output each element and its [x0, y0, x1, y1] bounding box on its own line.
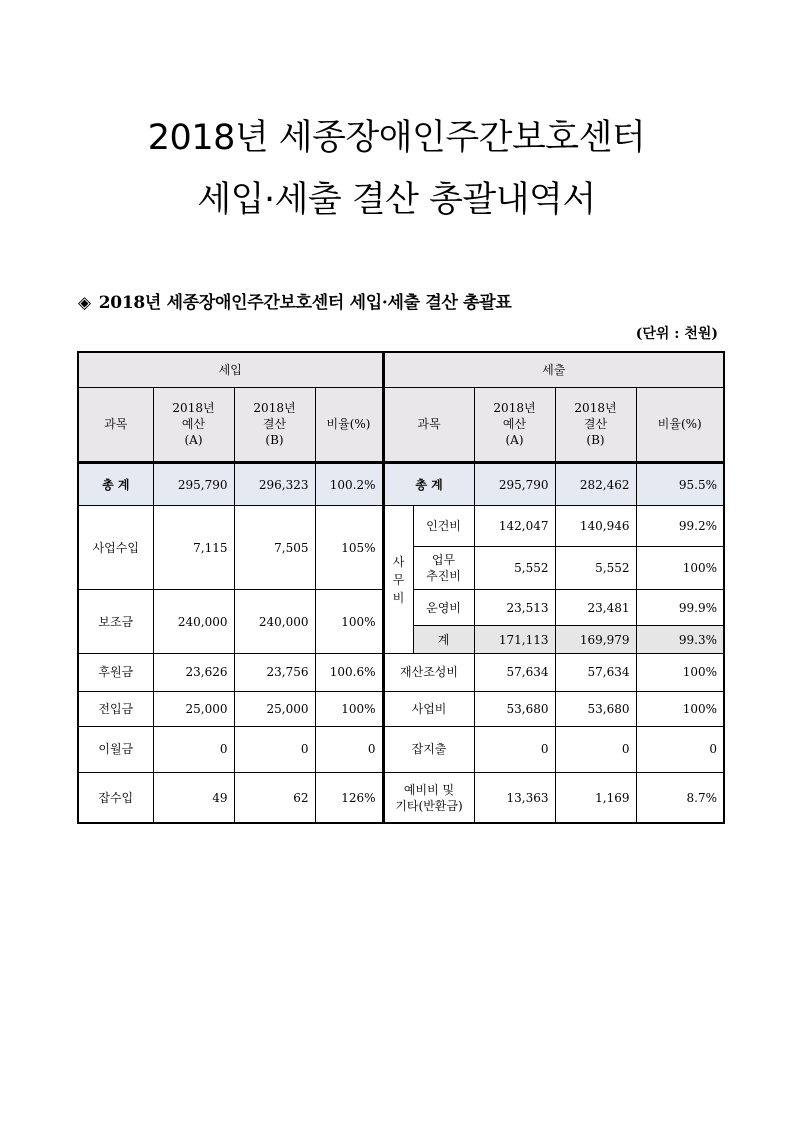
diamond-bullet-icon: ◈ [78, 293, 91, 313]
income-label: 보조금 [78, 589, 153, 653]
expense-label: 인건비 [413, 506, 474, 546]
expense-ratio: 100% [636, 654, 724, 691]
income-header: 세입 [78, 352, 383, 387]
expense-settlement: 23,481 [555, 589, 636, 625]
expense-budget: 53,680 [474, 691, 555, 726]
income-settlement: 7,505 [234, 506, 315, 590]
expense-label: 운영비 [413, 589, 474, 625]
expense-col-ratio: 비율(%) [636, 387, 724, 462]
expense-label: 잡지출 [383, 726, 474, 772]
income-col-settlement: 2018년 결산 (B) [234, 387, 315, 462]
income-budget: 49 [153, 773, 234, 823]
expense-settlement: 5,552 [555, 546, 636, 589]
income-ratio: 105% [315, 506, 383, 590]
income-settlement: 62 [234, 773, 315, 823]
expense-total-ratio: 95.5% [636, 463, 724, 506]
total-row [78, 463, 724, 506]
expense-total-settlement: 282,462 [555, 463, 636, 506]
section-heading [78, 288, 512, 313]
income-ratio: 126% [315, 773, 383, 823]
income-col-ratio: 비율(%) [315, 387, 383, 462]
income-budget: 240,000 [153, 589, 234, 653]
income-label: 이월금 [78, 726, 153, 772]
document-title-line2: 세입·세출 결산 총괄내역서 [197, 180, 596, 220]
income-settlement: 25,000 [234, 691, 315, 726]
income-col-budget: 2018년 예산 (A) [153, 387, 234, 462]
table-row [78, 726, 724, 772]
expense-col-budget: 2018년 예산 (A) [474, 387, 555, 462]
income-col-subject: 과목 [78, 387, 153, 462]
expense-budget: 23,513 [474, 589, 555, 625]
expense-settlement: 0 [555, 726, 636, 772]
expense-budget: 142,047 [474, 506, 555, 546]
expense-subtotal-settlement: 169,979 [555, 626, 636, 654]
income-budget: 23,626 [153, 654, 234, 691]
expense-budget: 0 [474, 726, 555, 772]
table-row [78, 506, 724, 546]
expense-ratio: 100% [636, 546, 724, 589]
unit-label: (단위 : 천원) [635, 326, 718, 342]
income-settlement: 0 [234, 726, 315, 772]
expense-header: 세출 [383, 352, 724, 387]
expense-col-settlement: 2018년 결산 (B) [555, 387, 636, 462]
expense-total-budget: 295,790 [474, 463, 555, 506]
expense-budget: 57,634 [474, 654, 555, 691]
income-total-label: 총 계 [78, 463, 153, 506]
section-title: 2018년 세종장애인주간보호센터 세입·세출 결산 총괄표 [98, 293, 512, 313]
expense-label: 업무 추진비 [413, 546, 474, 589]
income-settlement: 240,000 [234, 589, 315, 653]
income-label: 전입금 [78, 691, 153, 726]
income-budget: 7,115 [153, 506, 234, 590]
income-settlement: 23,756 [234, 654, 315, 691]
expense-budget: 13,363 [474, 773, 555, 823]
income-total-budget: 295,790 [153, 463, 234, 506]
table-row [78, 654, 724, 690]
expense-settlement: 140,946 [555, 506, 636, 546]
office-expense-group-text: 사 무 비 [392, 554, 405, 605]
income-budget: 25,000 [153, 691, 234, 726]
expense-label: 재산조성비 [383, 654, 474, 691]
income-ratio: 100% [315, 691, 383, 726]
table-row [78, 691, 724, 726]
income-ratio: 100.6% [315, 654, 383, 691]
expense-ratio: 99.2% [636, 506, 724, 546]
expense-settlement: 57,634 [555, 654, 636, 691]
expense-ratio: 100% [636, 691, 724, 726]
income-total-settlement: 296,323 [234, 463, 315, 506]
expense-col-subject: 과목 [383, 387, 474, 462]
income-ratio: 100% [315, 589, 383, 653]
income-budget: 0 [153, 726, 234, 772]
expense-ratio: 0 [636, 726, 724, 772]
table-row [78, 773, 724, 823]
expense-settlement: 1,169 [555, 773, 636, 823]
income-label: 사업수입 [78, 506, 153, 590]
income-ratio: 0 [315, 726, 383, 772]
expense-subtotal-label: 계 [413, 626, 474, 654]
settlement-summary-table [77, 351, 725, 824]
expense-ratio: 99.9% [636, 589, 724, 625]
income-label: 잡수입 [78, 773, 153, 823]
expense-budget: 5,552 [474, 546, 555, 589]
document-title-line1: 2018년 세종장애인주간보호센터 [147, 118, 646, 158]
expense-label: 예비비 및 기타(반환금) [383, 773, 474, 823]
income-total-ratio: 100.2% [315, 463, 383, 506]
expense-ratio: 8.7% [636, 773, 724, 823]
office-expense-group-label [383, 506, 413, 654]
expense-label: 사업비 [383, 691, 474, 726]
expense-settlement: 53,680 [555, 691, 636, 726]
expense-subtotal-ratio: 99.3% [636, 626, 724, 654]
expense-subtotal-budget: 171,113 [474, 626, 555, 654]
income-label: 후원금 [78, 654, 153, 691]
expense-total-label: 총 계 [383, 463, 474, 506]
